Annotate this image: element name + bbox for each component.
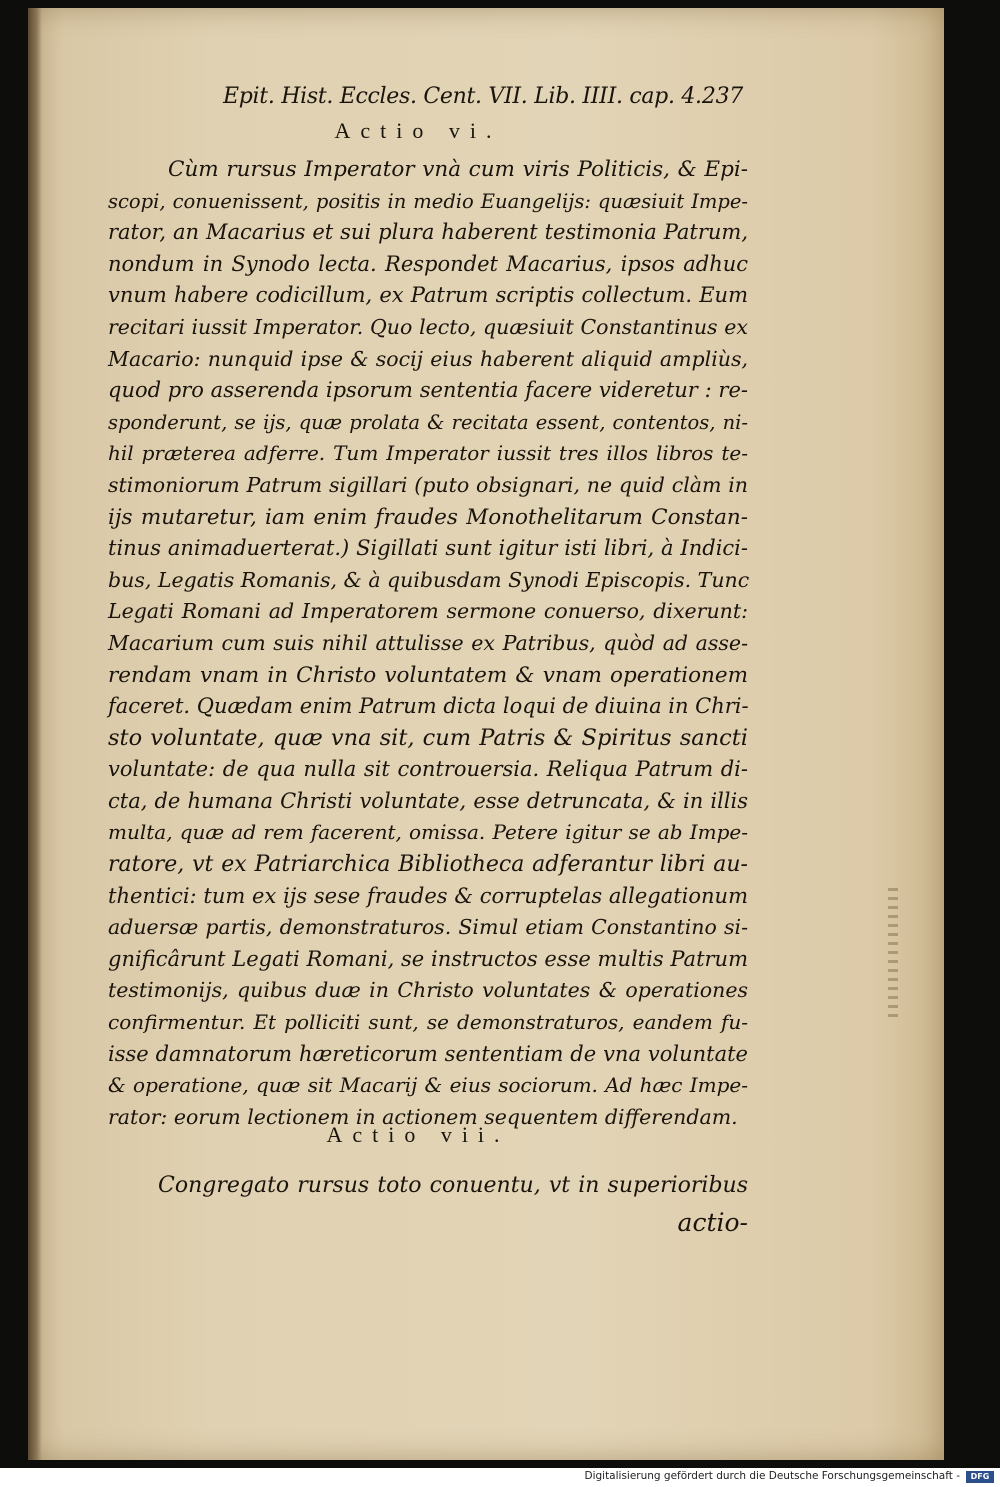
text-line: testimonijs, quibus duæ in Christo voluntates & operationes <box>108 978 748 1003</box>
text-line: hil præterea adferre. Tum Imperator iussit tres illos libros te- <box>108 441 748 466</box>
text-line: sponderunt, se ijs, quæ prolata & recitata essent, contentos, ni- <box>108 410 748 434</box>
text-line: Macarium cum suis nihil attulisse ex Patribus, quòd ad asse- <box>108 630 748 655</box>
section-body-actio-vii <box>108 1170 748 1202</box>
text-line: voluntate: de qua nulla sit controuersia. Reliqua Patrum di- <box>108 757 748 782</box>
text-line: rator: eorum lectionem in actionem sequentem differendam. <box>108 1104 738 1129</box>
section-body-actio-vi <box>108 154 748 1133</box>
page-edge-marks <box>888 888 898 1018</box>
text-line: Macario: nunquid ipse & socij eius haberent aliquid ampliùs, <box>108 346 748 371</box>
text-line: Congregato rursus toto conuentu, vt in superioribus <box>158 1173 748 1198</box>
text-line: aduersæ partis, demonstraturos. Simul etiam Constantino si- <box>108 915 748 940</box>
text-line: gnificârunt Legati Romani, se instructos esse multis Patrum <box>108 946 748 971</box>
catchword: actio- <box>677 1208 748 1237</box>
text-line: vnum habere codicillum, ex Patrum scriptis collectum. Eum <box>108 283 748 308</box>
running-head <box>223 84 743 109</box>
text-line: ijs mutaretur, iam enim fraudes Monothelitarum Constan- <box>108 504 748 530</box>
text-line: faceret. Quædam enim Patrum dicta loqui de diuina in Chri- <box>108 694 749 719</box>
text-line: sto voluntate, quæ vna sit, cum Patris & Spiritus sancti <box>108 724 748 751</box>
text-line: ratore, vt ex Patriarchica Bibliotheca adferantur libri au- <box>108 852 748 878</box>
text-line: Legati Romani ad Imperatorem sermone conuerso, dixerunt: <box>108 599 748 624</box>
book-page <box>28 8 944 1460</box>
running-head-title: Epit. Hist. Eccles. Cent. VII. Lib. IIII. cap. 4. <box>223 84 702 109</box>
text-line: tinus animaduerterat.) Sigillati sunt igitur isti libri, à Indici- <box>108 536 748 561</box>
text-line: stimoniorum Patrum sigillari (puto obsignari, ne quid clàm in <box>108 472 748 497</box>
text-line: cta, de humana Christi voluntate, esse detruncata, & in illis <box>108 788 748 813</box>
text-line: bus, Legatis Romanis, & à quibusdam Synodi Episcopis. Tunc <box>108 567 750 592</box>
text-line: rator, an Macarius et sui plura haberent testimonia Patrum, <box>108 220 748 245</box>
section-heading-actio-vi: Actio vi. <box>334 118 502 143</box>
text-line: quod pro asserenda ipsorum sententia facere videretur : re- <box>108 378 748 403</box>
text-line: multa, quæ ad rem facerent, omissa. Petere igitur se ab Impe- <box>108 820 748 845</box>
text-line: scopi, conuenissent, positis in medio Euangelijs: quæsiuit Impe- <box>108 189 748 213</box>
text-line: Cùm rursus Imperator vnà cum viris Politicis, & Epi- <box>168 157 748 182</box>
text-line: rendam vnam in Christo voluntatem & vnam operationem <box>108 662 748 688</box>
funding-credit: Digitalisierung gefördert durch die Deutsche Forschungsgemeinschaft - <box>584 1470 960 1482</box>
page-number: 237 <box>701 84 743 109</box>
text-line: thentici: tum ex ijs sese fraudes & corruptelas allegationum <box>108 883 748 908</box>
text-line: nondum in Synodo lecta. Respondet Macarius, ipsos adhuc <box>108 251 748 276</box>
page-spine-shadow <box>28 8 42 1460</box>
dfg-logo: DFG <box>966 1471 994 1483</box>
text-line: isse damnatorum hæreticorum sententiam de vna voluntate <box>108 1041 748 1066</box>
text-line: recitari iussit Imperator. Quo lecto, quæsiuit Constantinus ex <box>108 314 748 339</box>
text-line: & operatione, quæ sit Macarij & eius sociorum. Ad hæc Impe- <box>108 1073 748 1098</box>
text-line: confirmentur. Et polliciti sunt, se demonstraturos, eandem fu- <box>108 1010 748 1035</box>
section-heading-actio-vii: Actio vii. <box>326 1122 510 1147</box>
footer-bar <box>0 1468 1000 1487</box>
